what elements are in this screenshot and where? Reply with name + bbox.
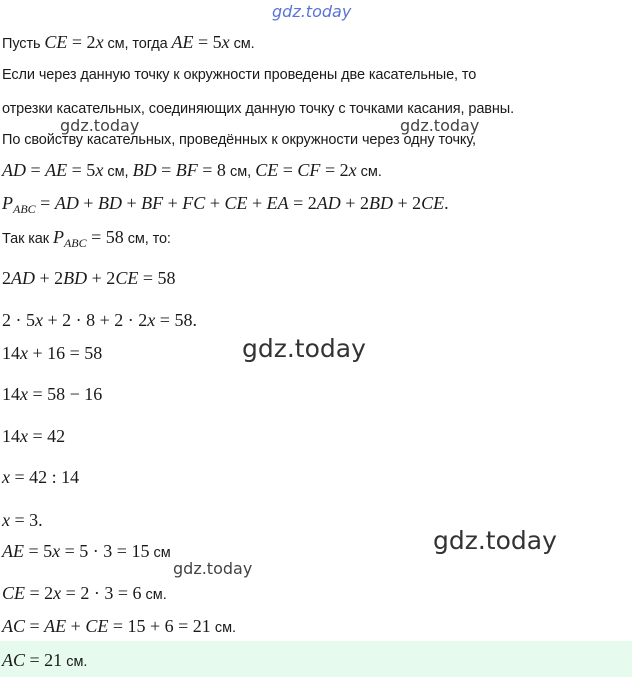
perimeter-given-line: Так как $P_{ABC} = 58$ см, то: <box>2 227 171 250</box>
property-line: По свойству касательных, проведённых к окружности через одну точку, <box>2 132 476 148</box>
answer-highlight <box>0 641 632 677</box>
equation-3: 14x + 16 = 58 <box>2 343 103 363</box>
line-let-ce: Пусть CE = 2x см, тогда AE = 5x см. <box>2 32 255 52</box>
watermark-1: gdz.today <box>60 116 140 135</box>
watermark-5: gdz.today <box>173 559 253 578</box>
theorem-line-1: Если через данную точку к окружности проведены две касательные, то <box>2 67 477 83</box>
equation-1: 2AD + 2BD + 2CE = 58 <box>2 268 176 288</box>
equation-7: x = 3. <box>2 510 43 530</box>
equation-ac: AC = AE + CE = 15 + 6 = 21 см. <box>2 616 237 636</box>
equation-ce: CE = 2x = 2 · 3 = 6 см. <box>2 583 167 603</box>
watermark-2: gdz.today <box>400 116 480 135</box>
equation-2: 2 · 5x + 2 · 8 + 2 · 2x = 58. <box>2 310 197 330</box>
theorem-line-2: отрезки касательных, соединяющих данную точку с точками касания, равны. <box>2 101 515 117</box>
equation-6: x = 42 : 14 <box>2 467 80 487</box>
equation-ae: AE = 5x = 5 · 3 = 15 см <box>2 541 171 561</box>
equation-4: 14x = 58 − 16 <box>2 384 103 404</box>
answer-line: AC = 21 см. <box>2 650 88 670</box>
watermark-4: gdz.today <box>433 526 557 555</box>
watermark-top: gdz.today <box>272 2 352 21</box>
watermark-3: gdz.today <box>242 334 366 363</box>
equal-tangents-line: AD = AE = 5x см, BD = BF = 8 см, CE = CF = 2x см. <box>2 160 382 180</box>
equation-5: 14x = 42 <box>2 426 66 446</box>
perimeter-formula: $P_{ABC}$ = AD + BD + BF + FC + CE + EA = 2AD + 2BD + 2CE. <box>2 193 449 216</box>
